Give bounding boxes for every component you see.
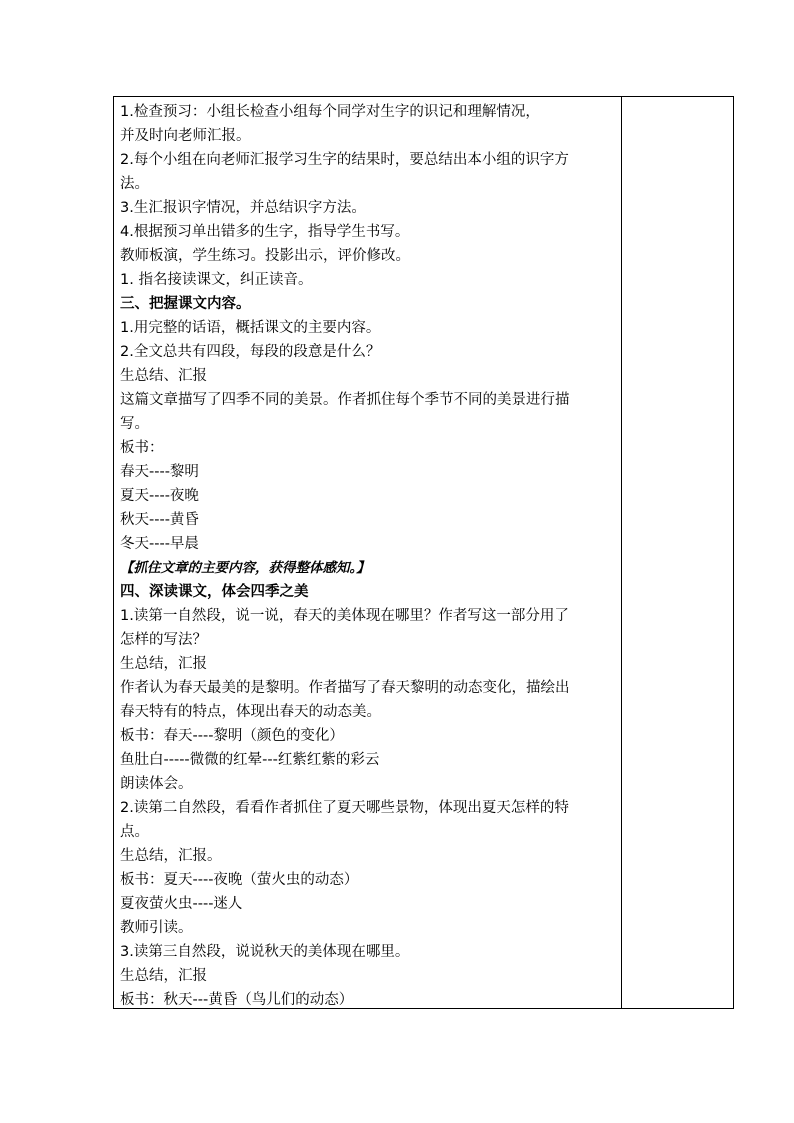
text-line: 夏夜萤火虫----迷人 (120, 896, 243, 912)
text-line: 生总结，汇报。 (120, 848, 222, 864)
summary-note: 【抓住文章的主要内容，获得整体感知。】 (120, 560, 370, 576)
text-line: 生总结，汇报 (120, 968, 207, 984)
text-line: 2.读第二自然段，看看作者抓住了夏天哪些景物，体现出夏天怎样的特 (120, 800, 569, 816)
text-line: 这篇文章描写了四季不同的美景。作者抓住每个季节不同的美景进行描 (120, 392, 570, 408)
text-line: 4.根据预习单出错多的生字，指导学生书写。 (120, 224, 410, 240)
text-line: 1.检查预习：小组长检查小组每个同学对生字的识记和理解情况， (120, 104, 540, 120)
section-heading: 三、把握课文内容。 (120, 296, 251, 312)
text-line: 夏天----夜晚 (120, 488, 199, 504)
text-line: 生总结，汇报 (120, 656, 207, 672)
text-line: 3.生汇报识字情况，并总结识字方法。 (120, 200, 366, 216)
text-line: 冬天----早晨 (120, 536, 199, 552)
text-line: 作者认为春天最美的是黎明。作者描写了春天黎明的动态变化，描绘出 (120, 680, 570, 696)
text-line: 春天----黎明 (120, 464, 199, 480)
text-line: 点。 (120, 824, 149, 840)
text-line: 1. 指名接读课文，纠正读音。 (120, 272, 313, 288)
notes-cell (622, 97, 733, 1008)
text-line: 3.读第三自然段，说说秋天的美体现在哪里。 (120, 944, 410, 960)
text-line: 板书：春天----黎明（颜色的变化） (120, 728, 344, 744)
text-line: 1.读第一自然段，说一说，春天的美体现在哪里？作者写这一部分用了 (120, 608, 569, 624)
text-line: 怎样的写法？ (120, 632, 207, 648)
text-line: 板书：秋天---黄昏（鸟儿们的动态） (120, 992, 354, 1008)
text-line: 教师引读。 (120, 920, 193, 936)
text-line: 春天特有的特点，体现出春天的动态美。 (120, 704, 381, 720)
text-line: 2.每个小组在向老师汇报学习生字的结果时，要总结出本小组的识字方 (120, 152, 569, 168)
text-line: 法。 (120, 176, 149, 192)
text-line: 生总结、汇报 (120, 368, 207, 384)
text-line: 板书： (120, 440, 164, 456)
text-line: 朗读体会。 (120, 776, 193, 792)
text-line: 1.用完整的话语，概括课文的主要内容。 (120, 320, 381, 336)
text-line: 板书：夏天----夜晚（萤火虫的动态） (120, 872, 359, 888)
section-heading: 四、深读课文，体会四季之美 (120, 584, 309, 600)
text-line: 鱼肚白-----微微的红晕---红紫红紫的彩云 (120, 752, 380, 768)
text-line: 2.全文总共有四段，每段的段意是什么？ (120, 344, 381, 360)
text-line: 并及时向老师汇报。 (120, 128, 251, 144)
text-line: 教师板演，学生练习。投影出示，评价修改。 (120, 248, 410, 264)
lesson-content-cell (120, 100, 616, 1012)
text-line: 写。 (120, 416, 149, 432)
lesson-table (113, 96, 734, 1009)
text-line: 秋天----黄昏 (120, 512, 199, 528)
